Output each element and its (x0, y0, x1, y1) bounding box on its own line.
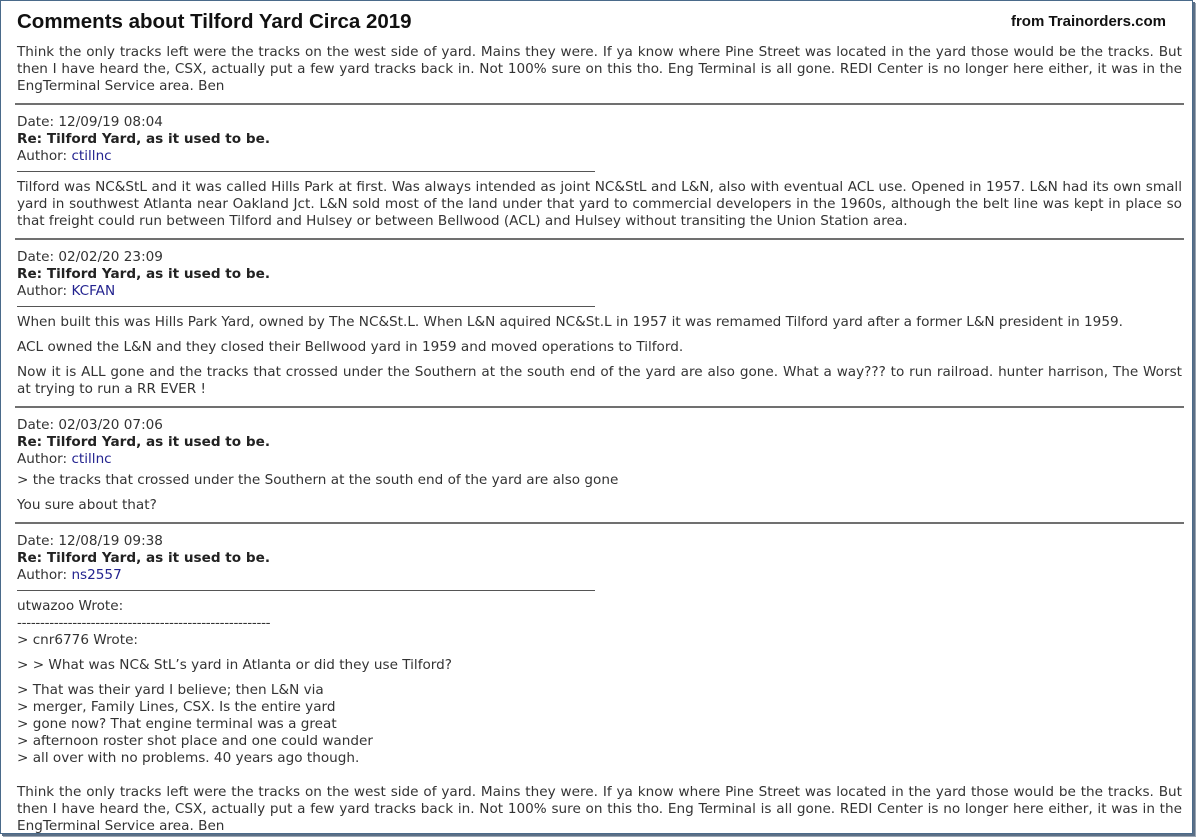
author-label: Author: (17, 148, 72, 164)
post-line: When built this was Hills Park Yard, owned by The NC&St.L. When L&N aquired NC&St.L in 1957 it was remamed Tilford yard after a former L&N president in 1959. (17, 314, 1123, 330)
post-date (17, 533, 1182, 550)
post-date (17, 114, 1182, 131)
header-divider (17, 171, 595, 172)
quoted-line: > all over with no problems. 40 years ago though. (17, 750, 360, 766)
author-label: Author: (17, 451, 72, 467)
post-4 (17, 533, 1182, 834)
post-subject: Re: Tilford Yard, as it used to be. (17, 266, 270, 282)
quote-rule: ------------------------------------------------------- (17, 615, 271, 631)
page-title: Comments about Tilford Yard Circa 2019 (17, 10, 412, 33)
post-author (17, 283, 1182, 300)
intro-comment: Think the only tracks left were the tracks on the west side of yard. Mains they were. If ya know where Pine Street was located in the yard those would be the tracks. But then I have heard the, CSX, actually put a few yard tracks back in. Not 100% sure on this tho. Eng Terminal is all gone. REDI Center is no longer here either, it was in the EngTerminal Service area. Ben (17, 44, 1182, 94)
post-subject: Re: Tilford Yard, as it used to be. (17, 131, 270, 147)
author-label: Author: (17, 283, 72, 299)
post-body: Think the only tracks left were the tracks on the west side of yard. Mains they were. If ya know where Pine Street was located in the yard those would be the tracks. But then I have heard the, CSX, actually put a few yard tracks back in. Not 100% sure on this tho. Eng Terminal is all gone. REDI Center is no longer here either, it was in the EngTerminal Service area. Ben (17, 784, 1182, 834)
post-date (17, 417, 1182, 434)
post-date (17, 249, 1182, 266)
quoted-line: > That was their yard I believe; then L&N via (17, 682, 324, 698)
post-separator (15, 103, 1184, 105)
source-label: from Trainorders.com (1010, 13, 1166, 30)
post-3 (17, 417, 1182, 514)
post-separator (15, 406, 1184, 408)
author-link[interactable]: ns2557 (71, 567, 122, 583)
date-value: 02/03/20 07:06 (58, 417, 163, 433)
date-value: 12/09/19 08:04 (58, 114, 163, 130)
post-separator (15, 238, 1184, 240)
post-2 (17, 249, 1182, 398)
post-subject: Re: Tilford Yard, as it used to be. (17, 550, 270, 566)
quoted-line: > merger, Family Lines, CSX. Is the entire yard (17, 699, 336, 715)
author-link[interactable]: ctillnc (71, 148, 112, 164)
post-author (17, 567, 1182, 584)
quoted-line: > gone now? That engine terminal was a great (17, 716, 337, 732)
quote-header: utwazoo Wrote: (17, 598, 124, 614)
post-subject: Re: Tilford Yard, as it used to be. (17, 434, 270, 450)
comments-content (17, 44, 1182, 834)
post-author (17, 451, 1182, 468)
quote-question: > > What was NC& StL’s yard in Atlanta or did they use Tilford? (17, 657, 453, 673)
header-divider (17, 590, 595, 591)
post-separator (15, 522, 1184, 524)
author-link[interactable]: KCFAN (71, 283, 116, 299)
post-line: Now it is ALL gone and the tracks that crossed under the Southern at the south end of the yard are also gone. What a way??? to run railroad. hunter harrison, The Worst at trying to run a RR EVER ! (17, 364, 1182, 397)
author-label: Author: (17, 567, 72, 583)
post-1 (17, 114, 1182, 230)
date-label: Date: (17, 417, 59, 433)
date-value: 12/08/19 09:38 (58, 533, 163, 549)
quoted-line: > afternoon roster shot place and one could wander (17, 733, 373, 749)
quote-inner-header: > cnr6776 Wrote: (17, 632, 139, 648)
post-line: You sure about that? (17, 497, 157, 513)
quoted-line: > the tracks that crossed under the Southern at the south end of the yard are also gone (17, 472, 619, 488)
post-body: Tilford was NC&StL and it was called Hills Park at first. Was always intended as joint NC&StL and L&N, also with eventual ACL use. Opened in 1957. L&N had its own small yard in southwest Atlanta near Oakland Jct. L&N sold most of the land under that yard to commercial developers in the 1960s, although the belt line was kept in place so that freight could run between Tilford and Hulsey or between Bellwood (ACL) and Hulsey without transiting the Union Station area. (17, 179, 1182, 229)
date-value: 02/02/20 23:09 (58, 249, 163, 265)
date-label: Date: (17, 249, 59, 265)
date-label: Date: (17, 533, 59, 549)
post-author (17, 148, 1182, 165)
author-link[interactable]: ctillnc (71, 451, 112, 467)
header-divider (17, 306, 595, 307)
post-line: ACL owned the L&N and they closed their Bellwood yard in 1959 and moved operations to Tilford. (17, 339, 684, 355)
date-label: Date: (17, 114, 59, 130)
